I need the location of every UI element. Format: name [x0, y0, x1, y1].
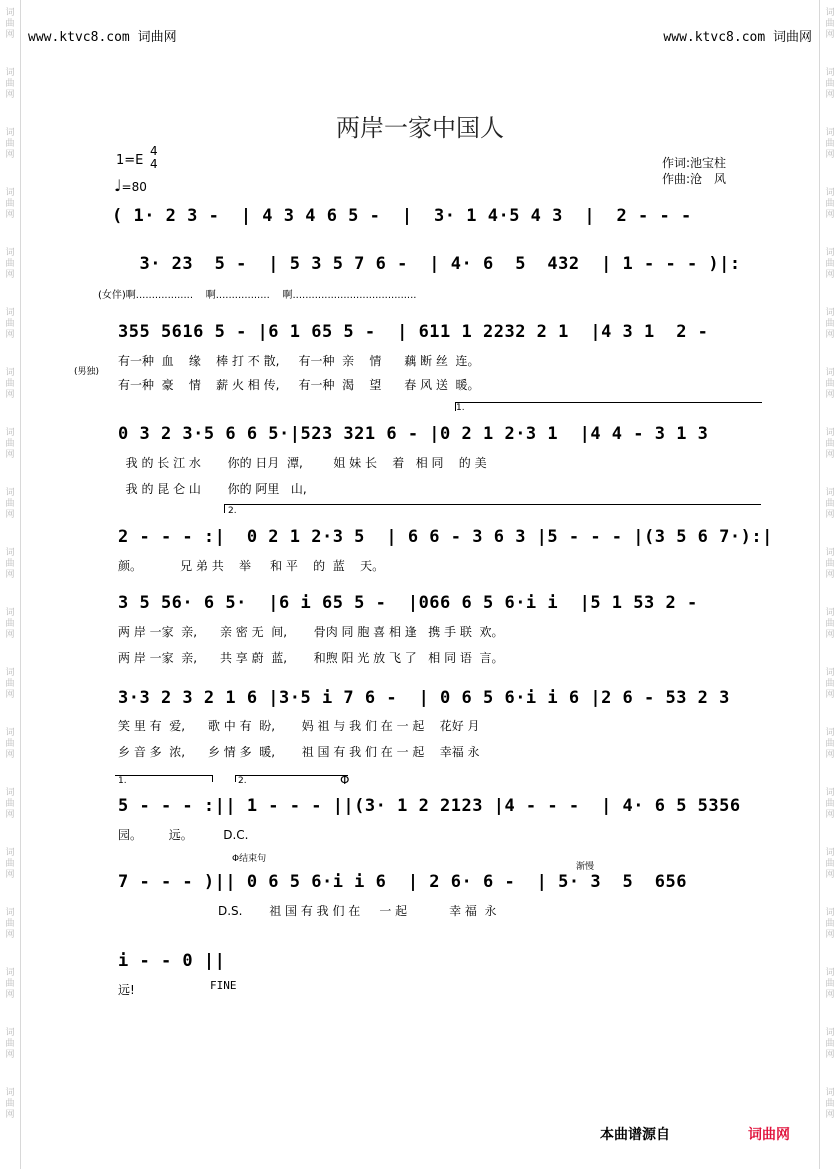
- watermark-text: 词 曲 网: [825, 908, 835, 940]
- source-label: 本曲谱源自: [600, 1127, 670, 1143]
- tempo-marking: [114, 176, 147, 195]
- watermark-text: 词 曲 网: [825, 1028, 835, 1060]
- watermark-text: 词 曲 网: [5, 308, 15, 340]
- lyric-row-8: 园。 远。 D.C.: [118, 828, 249, 842]
- coda-sign-icon-2: Φ: [232, 854, 240, 864]
- time-signature-top: 4: [150, 144, 158, 158]
- lyric-row-7a: 笑 里 有 爱, 歌 中 有 盼, 妈 祖 与 我 们 在 一 起 花好 月: [118, 719, 480, 733]
- watermark-text: 词 曲 网: [5, 728, 15, 760]
- watermark-text: 词 曲 网: [5, 848, 15, 880]
- coda-sign-icon: Φ: [340, 773, 350, 787]
- male-solo-mark: (男独): [74, 367, 100, 377]
- volta-1b-bracket: [115, 775, 213, 782]
- lyric-row-7b: 乡 音 多 浓, 乡 情 多 暖, 祖 国 有 我 们 在 一 起 幸福 永: [118, 745, 480, 759]
- watermark-text: 词 曲 网: [825, 1088, 835, 1120]
- tempo-value: =80: [121, 180, 147, 194]
- lyric-row-3a: 有一种 血 缘 棒 打 不 散, 有一种 亲 情 藕 断 丝 连。: [118, 354, 480, 368]
- watermark-text: 词 曲 网: [825, 308, 835, 340]
- fine-mark: FINE: [210, 979, 237, 992]
- watermark-text: 词 曲 网: [5, 908, 15, 940]
- watermark-text: 词 曲 网: [5, 368, 15, 400]
- lyric-row-6b: 两 岸 一家 亲, 共 享 蔚 蓝, 和煦 阳 光 放 飞 了 相 同 语 言。: [118, 651, 504, 665]
- watermark-text: 词 曲 网: [825, 668, 835, 700]
- volta-2-bracket: [224, 504, 761, 513]
- watermark-text: 词 曲 网: [5, 668, 15, 700]
- key-signature: 1=E: [116, 153, 144, 168]
- volta-1-label-b: 1.: [118, 776, 127, 786]
- volta-1-bracket: [455, 402, 762, 411]
- notation-row-10: i - - 0 ||: [118, 951, 226, 971]
- lyricist-credit: 作词:池宝柱: [662, 156, 727, 170]
- watermark-text: 词 曲 网: [5, 68, 15, 100]
- time-signature: [150, 145, 158, 171]
- song-title: 两岸一家中国人: [336, 114, 504, 142]
- watermark-text: 词 曲 网: [5, 788, 15, 820]
- quarter-note-icon: ♩: [114, 176, 122, 195]
- notation-row-9: 7 - - - )|| 0 6 5 6·i i 6 | 2 6· 6 - | 5· 3 5 656: [118, 872, 687, 892]
- slower-mark: 渐慢: [576, 862, 595, 872]
- lyric-row-5: 颜。 兄 弟 共 举 和 平 的 蓝 天。: [118, 559, 385, 573]
- volta-2b-bracket: [235, 775, 348, 782]
- lyric-row-9: D.S. 祖 国 有 我 们 在 一 起 幸 福 永: [218, 904, 497, 918]
- notation-row-5: 2 - - - :| 0 2 1 2·3 5 | 6 6 - 3 6 3 |5 - - - |(3 5 6 7·):|: [118, 527, 773, 547]
- notation-row-1: ( 1· 2 3 - | 4 3 4 6 5 - | 3· 1 4·5 4 3 | 2 - - -: [112, 206, 692, 226]
- notation-row-8: 5 - - - :|| 1 - - - ||(3· 1 2 2123 |4 - - - | 4· 6 5 5356: [118, 796, 741, 816]
- watermark-text: 词 曲 网: [825, 68, 835, 100]
- watermark-text: 词 曲 网: [825, 848, 835, 880]
- volta-2-label: 2.: [228, 506, 237, 516]
- coda-ending-mark: [232, 851, 266, 864]
- watermark-text: 词 曲 网: [5, 608, 15, 640]
- lyric-row-6a: 两 岸 一家 亲, 亲 密 无 间, 骨肉 同 胞 喜 相 逢 携 手 联 欢。: [118, 625, 504, 639]
- watermark-text: 词 曲 网: [5, 428, 15, 460]
- watermark-text: 词 曲 网: [5, 128, 15, 160]
- watermark-text: 词 曲 网: [5, 8, 15, 40]
- time-signature-bottom: 4: [150, 157, 158, 171]
- watermark-text: 词 曲 网: [5, 248, 15, 280]
- notation-row-4: 0 3 2 3·5 6 6 5·|523 321 6 - |0 2 1 2·3 1 |4 4 - 3 1 3: [118, 424, 709, 444]
- lyric-row-2: (女伴)啊.................. 啊................. 啊.......................................: [98, 290, 417, 301]
- watermark-text: 词 曲 网: [5, 548, 15, 580]
- watermark-text: 词 曲 网: [825, 968, 835, 1000]
- lyric-row-4a: 我 的 长 江 水 你的 日月 潭, 姐 妹 长 着 相 同 的 美: [118, 456, 487, 470]
- notation-row-7: 3·3 2 3 2 1 6 |3·5 i 7 6 - | 0 6 5 6·i i 6 |2 6 - 53 2 3: [118, 688, 730, 708]
- notation-row-3: 355 5616 5 - |6 1 65 5 - | 611 1 2232 2 1 |4 3 1 2 -: [118, 322, 709, 342]
- coda-ending-label: 结束句: [239, 854, 267, 864]
- watermark-text: 词 曲 网: [825, 188, 835, 220]
- site-link-right[interactable]: www.ktvc8.com 词曲网: [663, 30, 812, 45]
- watermark-text: 词 曲 网: [825, 488, 835, 520]
- watermark-text: 词 曲 网: [5, 488, 15, 520]
- watermark-text: 词 曲 网: [5, 968, 15, 1000]
- watermark-text: 词 曲 网: [825, 248, 835, 280]
- volta-1-label: 1.: [456, 403, 465, 413]
- watermark-text: 词 曲 网: [5, 1088, 15, 1120]
- lyric-row-3b: 有一种 豪 情 薪 火 相 传, 有一种 渴 望 春 风 送 暖。: [118, 378, 480, 392]
- watermark-text: 词 曲 网: [825, 8, 835, 40]
- lyric-row-10: 远!: [118, 983, 135, 997]
- composer-credit: 作曲:沧 风: [662, 172, 727, 186]
- right-watermark-strip: [819, 0, 840, 1169]
- brand-link[interactable]: 词曲网: [748, 1127, 790, 1143]
- watermark-text: 词 曲 网: [825, 788, 835, 820]
- volta-2-label-b: 2.: [238, 776, 247, 786]
- watermark-text: 词 曲 网: [825, 548, 835, 580]
- watermark-text: 词 曲 网: [5, 1028, 15, 1060]
- watermark-text: 词 曲 网: [825, 368, 835, 400]
- notation-row-6: 3 5 56· 6 5· |6 i 65 5 - |066 6 5 6·i i |5 1 53 2 -: [118, 593, 698, 613]
- watermark-text: 词 曲 网: [5, 188, 15, 220]
- watermark-text: 词 曲 网: [825, 728, 835, 760]
- watermark-text: 词 曲 网: [825, 428, 835, 460]
- watermark-text: 词 曲 网: [825, 608, 835, 640]
- lyric-row-4b: 我 的 昆 仑 山 你的 阿里 山,: [118, 482, 307, 496]
- left-watermark-strip: [0, 0, 21, 1169]
- notation-row-2: 3· 23 5 - | 5 3 5 7 6 - | 4· 6 5 432 | 1 - - - )|:: [118, 254, 741, 274]
- watermark-text: 词 曲 网: [825, 128, 835, 160]
- site-link-left[interactable]: www.ktvc8.com 词曲网: [28, 30, 177, 45]
